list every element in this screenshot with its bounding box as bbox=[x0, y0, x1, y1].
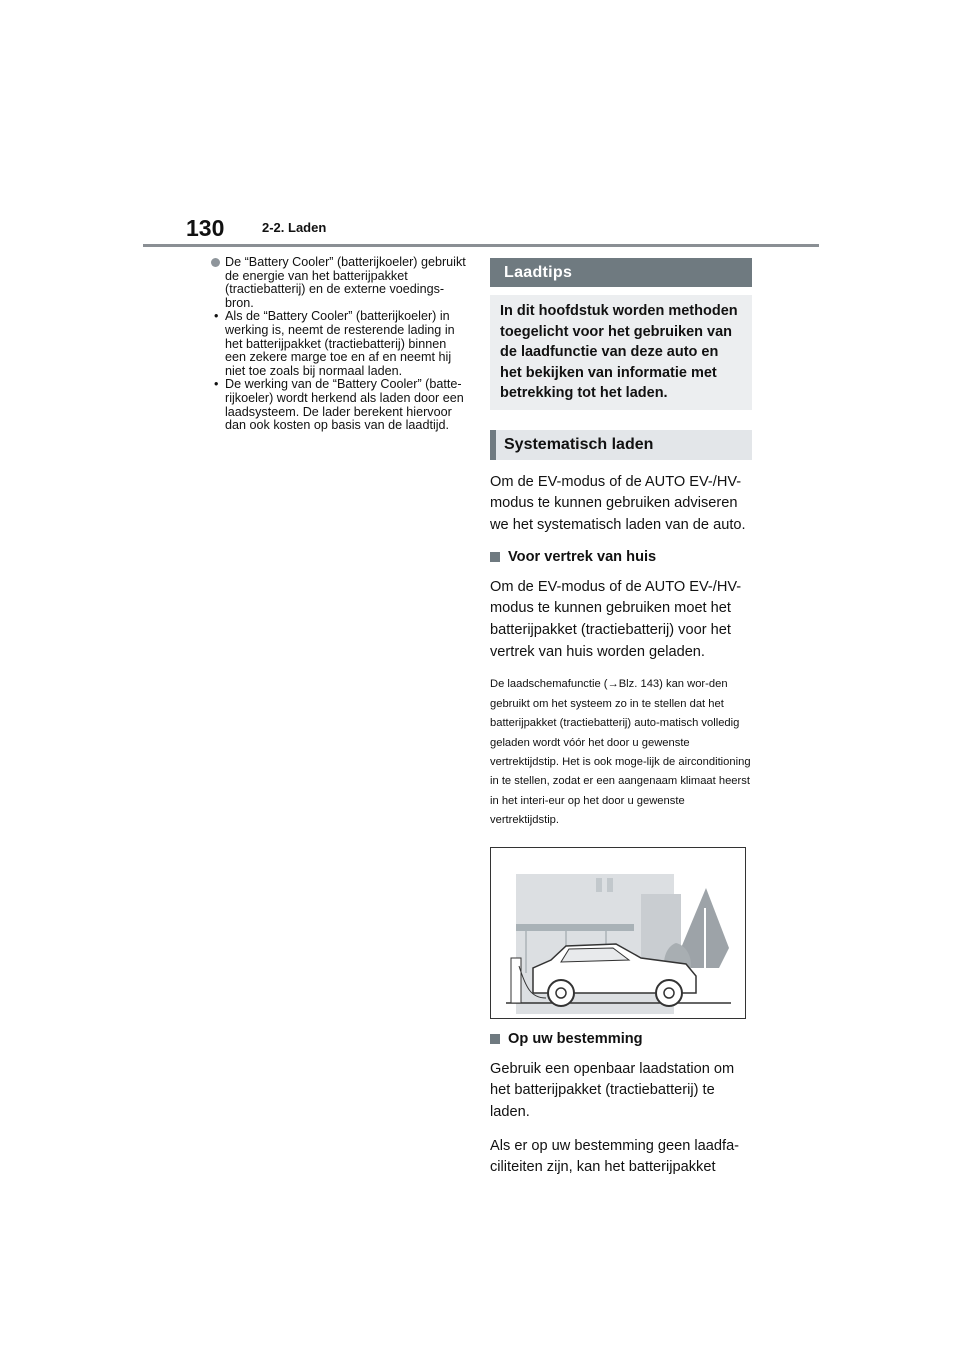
bullet-heading bbox=[490, 1031, 752, 1047]
round-bullet-icon bbox=[211, 258, 220, 267]
note-item-text: Als de “Battery Cooler” (batterijkoeler) in werking is, neemt de resterende lading in het batterijpakket (tractiebatterij) binnen een zekere marge toe en af en neemt hij niet toe zoals bij normaal laden. bbox=[225, 309, 455, 378]
paragraph: Om de EV-modus of de AUTO EV-/HV-modus te kunnen gebruiken moet het batterijpakket (tractiebatterij) voor het vertrek van huis worden geladen. bbox=[490, 578, 742, 660]
paragraph: Om de EV-modus of de AUTO EV-/HV-modus te kunnen gebruiken adviseren we het systematisch laden van de auto. bbox=[490, 473, 746, 533]
main-column bbox=[490, 258, 752, 1179]
square-bullet-icon bbox=[490, 1034, 500, 1044]
page-number: 130 bbox=[186, 215, 225, 241]
section-label: 2-2. Laden bbox=[262, 220, 327, 235]
battery-cooler-note bbox=[211, 256, 469, 433]
intro-box: In dit hoofdstuk worden methoden toegelicht voor het gebruiken van de laadfunctie van deze auto en het bekijken van informatie met betrekking tot het laden. bbox=[490, 295, 752, 410]
bullet-heading bbox=[490, 549, 752, 565]
note-item-text: De werking van de “Battery Cooler” (batte-rijkoeler) wordt herkend als laden door een laadsysteem. De lader berekent hiervoor dan ook kosten op basis van de laadtijd. bbox=[225, 377, 464, 433]
note-paragraph: De laadschemafunctie (→Blz. 143) kan wor-den gebruikt om het systeem zo in te stellen dat het batterijpakket (tractiebatterij) auto-matisch volledig geladen wordt vóór het door u gewenste vertrektijdstip. Het is ook moge-lijk de airconditioning in te stellen, zodat er een aangenaam klimaat heerst in het interi-eur op het door u gewenste vertrektijdstip. bbox=[490, 678, 751, 827]
note-main bbox=[211, 256, 469, 310]
header-divider bbox=[143, 244, 819, 247]
bullet-dot-icon: • bbox=[214, 377, 219, 392]
note-item bbox=[211, 378, 469, 432]
note-main-text: De “Battery Cooler” (batterijkoeler) gebruikt de energie van het batterijpakket (tractiebatterij) en de externe voedings-bron. bbox=[225, 255, 466, 310]
bullet-heading-text: Voor vertrek van huis bbox=[508, 548, 657, 565]
square-bullet-icon bbox=[490, 552, 500, 562]
paragraph: Als er op uw bestemming geen laadfa-ciliteiten zijn, kan het batterijpakket bbox=[490, 1137, 740, 1176]
note-item bbox=[211, 310, 469, 378]
bullet-dot-icon: • bbox=[214, 309, 219, 324]
section-heading: Laadtips bbox=[490, 258, 752, 287]
car-charging-at-home-illustration bbox=[491, 848, 745, 1018]
charging-illustration bbox=[490, 847, 746, 1019]
paragraph: Gebruik een openbaar laadstation om het batterijpakket (tractiebatterij) te laden. bbox=[490, 1060, 735, 1121]
sub-heading: Systematisch laden bbox=[490, 430, 752, 460]
bullet-heading-text: Op uw bestemming bbox=[508, 1030, 643, 1047]
